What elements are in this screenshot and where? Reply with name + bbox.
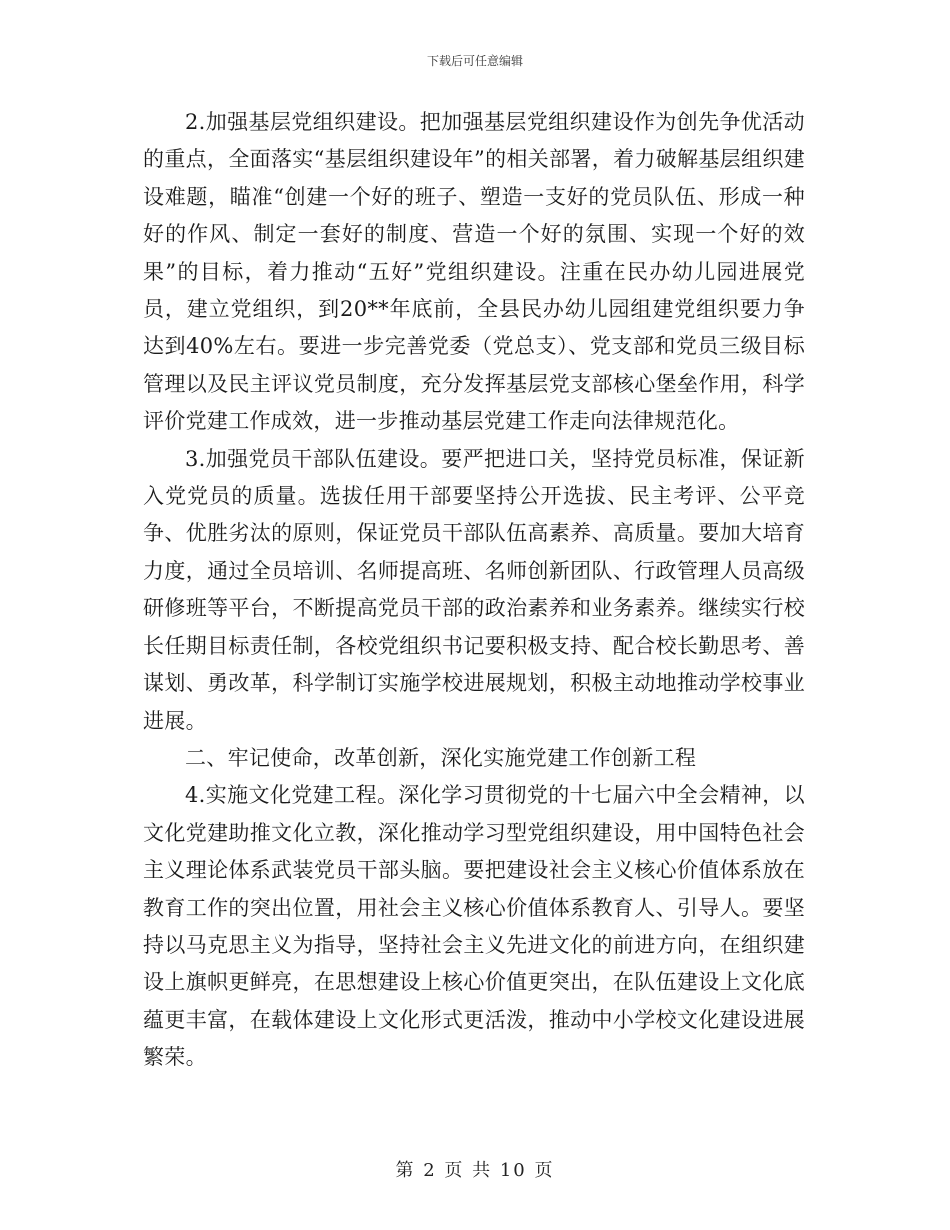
paragraph-item-2: 2.加强基层党组织建设。把加强基层党组织建设作为创先争优活动的重点，全面落实“基层组织建设年”的相关部署，着力破解基层组织建设难题，瞄准“创建一个好的班子、塑造一支好的党员队伍、形成一种好的作风、制定一套好的制度、营造一个好的氛围、实现一个好的效果”的目标，着力推动“五好”党组织建设。注重在民办幼儿园进展党员，建立党组织，到20**年底前，全县民办幼儿园组建党组织要力争达到40%左右。要进一步完善党委（党总支）、党支部和党员三级目标管理以及民主评议党员制度，充分发挥基层党支部核心堡垒作用，科学评价党建工作成效，进一步推动基层党建工作走向法律规范化。 xyxy=(143,110,805,434)
page-header-note: 下载后可任意编辑 xyxy=(426,54,523,68)
page-number-footer: 第 2 页 共 10 页 xyxy=(395,1160,555,1181)
paragraph-item-3: 3.加强党员干部队伍建设。要严把进口关，坚持党员标准，保证新入党党员的质量。选拔任用干部要坚持公开选拔、民主考评、公平竞争、优胜劣汰的原则，保证党员干部队伍高素养、高质量。要加大培育力度，通过全员培训、名师提高班、名师创新团队、行政管理人员高级研修班等平台，不断提高党员干部的政治素养和业务素养。继续实行校长任期目标责任制，各校党组织书记要积极支持、配合校长勤思考、善谋划、勇改革，科学制订实施学校进展规划，积极主动地推动学校事业进展。 xyxy=(143,446,805,733)
document-body xyxy=(143,104,805,1077)
section-heading-2: 二、牢记使命，改革创新，深化实施党建工作创新工程 xyxy=(185,745,697,770)
paragraph-item-4: 4.实施文化党建工程。深化学习贯彻党的十七届六中全会精神，以文化党建助推文化立教，深化推动学习型党组织建设，用中国特色社会主义理论体系武装党员干部头脑。要把建设社会主义核心价值体系放在教育工作的突出位置，用社会主义核心价值体系教育人、引导人。要坚持以马克思主义为指导，坚持社会主义先进文化的前进方向，在组织建设上旗帜更鲜亮，在思想建设上核心价值更突出，在队伍建设上文化底蕴更丰富，在载体建设上文化形式更活泼，推动中小学校文化建设进展繁荣。 xyxy=(143,783,805,1070)
